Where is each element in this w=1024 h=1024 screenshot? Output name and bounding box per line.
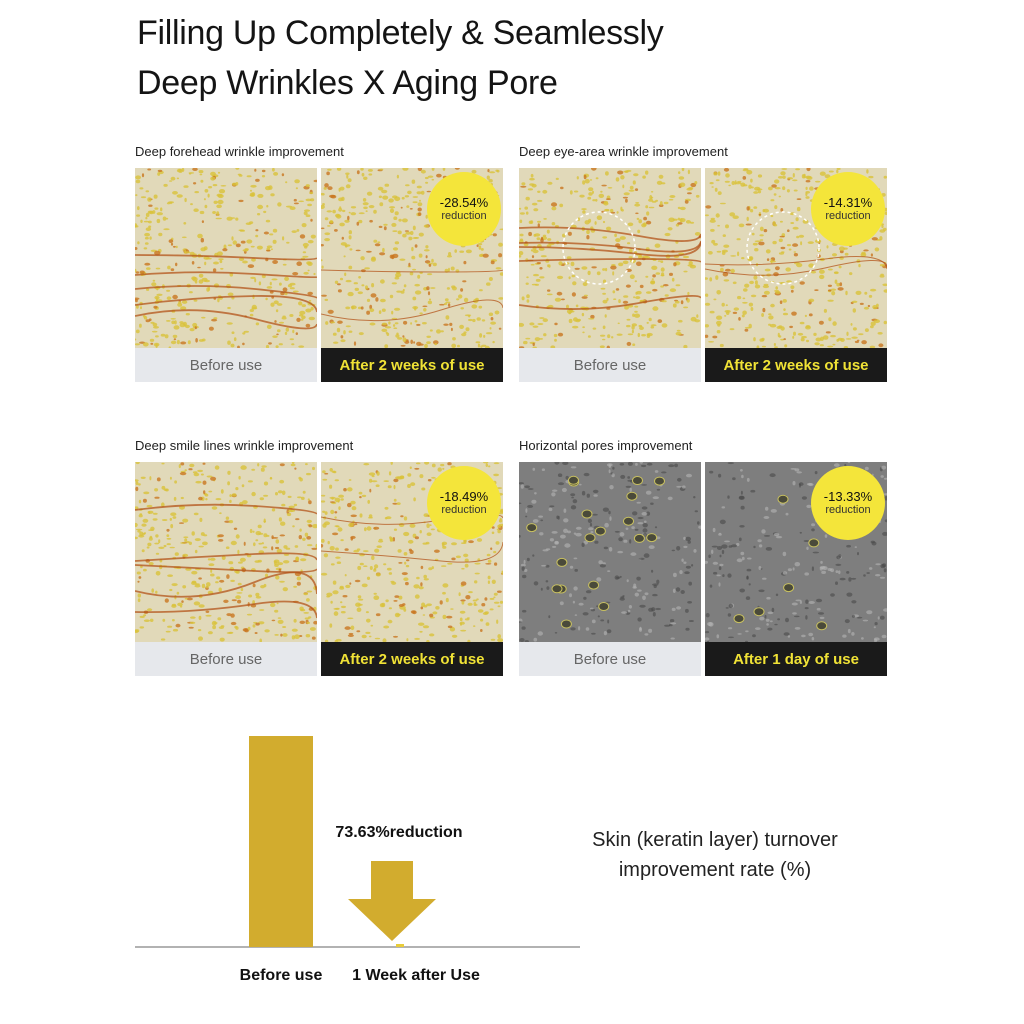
before-image — [135, 168, 317, 348]
badge-sub: reduction — [441, 209, 487, 222]
after-caption: After 2 weeks of use — [705, 348, 887, 382]
comparison-images — [135, 462, 503, 642]
chart-side-label — [560, 825, 870, 885]
badge-value: -18.49% — [439, 488, 489, 504]
reduction-badge — [811, 466, 885, 540]
side-label-line-1: Skin (keratin layer) turnover — [592, 829, 838, 851]
reduction-badge — [811, 172, 885, 246]
badge-sub: reduction — [441, 503, 487, 516]
before-caption: Before use — [519, 348, 701, 382]
headline-line-2: Deep Wrinkles X Aging Pore — [137, 64, 558, 102]
bar-1-week-after — [396, 944, 404, 947]
after-caption: After 1 day of use — [705, 642, 887, 676]
before-image — [135, 462, 317, 642]
reduction-badge — [427, 466, 501, 540]
badge-sub: reduction — [825, 503, 871, 516]
panel-title: Deep smile lines wrinkle improvement — [135, 438, 354, 453]
turnover-chart — [0, 700, 1024, 1024]
panel-eye-area — [519, 144, 887, 384]
comparison-images — [519, 462, 887, 642]
panel-pores — [519, 438, 887, 678]
panel-title: Deep eye-area wrinkle improvement — [519, 144, 728, 159]
panel-forehead — [135, 144, 503, 384]
before-image — [519, 168, 701, 348]
reduction-badge — [427, 172, 501, 246]
reduction-arrow-icon — [348, 861, 436, 941]
comparison-images — [135, 168, 503, 348]
panel-title: Deep forehead wrinkle improvement — [135, 144, 344, 159]
after-caption: After 2 weeks of use — [321, 348, 503, 382]
before-caption: Before use — [135, 642, 317, 676]
headline-line-1: Filling Up Completely & Seamlessly — [137, 14, 664, 52]
badge-value: -14.31% — [823, 194, 873, 210]
badge-value: -13.33% — [823, 488, 873, 504]
side-label-line-2: improvement rate (%) — [618, 859, 812, 881]
x-tick-label: 1 Week after Use — [352, 967, 480, 984]
reduction-annotation: 73.63%reduction — [335, 824, 463, 841]
x-tick-label: Before use — [239, 967, 323, 984]
before-caption: Before use — [519, 642, 701, 676]
bar-before-use — [249, 736, 313, 947]
badge-sub: reduction — [825, 209, 871, 222]
after-caption: After 2 weeks of use — [321, 642, 503, 676]
badge-value: -28.54% — [439, 194, 489, 210]
comparison-images — [519, 168, 887, 348]
before-caption: Before use — [135, 348, 317, 382]
before-image — [519, 462, 701, 642]
panel-smile-lines — [135, 438, 503, 678]
panel-title: Horizontal pores improvement — [519, 438, 693, 453]
